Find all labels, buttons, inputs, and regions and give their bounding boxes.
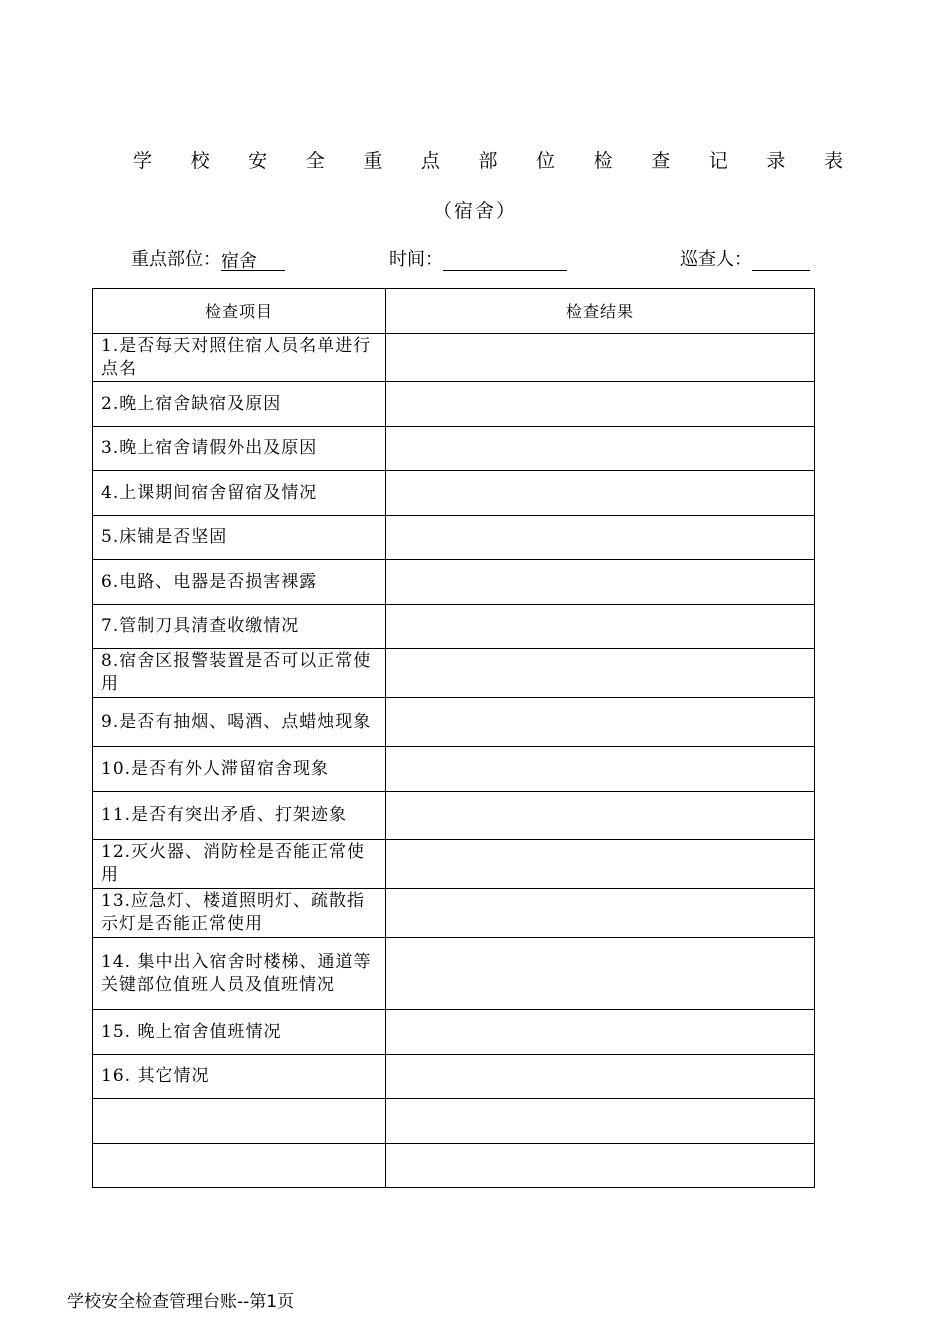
table-row — [93, 698, 815, 747]
result-cell[interactable] — [386, 698, 815, 747]
result-cell[interactable] — [386, 471, 815, 516]
header-item: 检查项目 — [93, 289, 386, 334]
inspection-table — [92, 288, 815, 1188]
location-field — [131, 245, 285, 271]
inspector-field — [680, 245, 810, 271]
item-cell: 1.是否每天对照住宿人员名单进行点名 — [93, 334, 386, 382]
item-cell: 12.灭火器、消防栓是否能正常使用 — [93, 840, 386, 889]
result-cell[interactable] — [386, 516, 815, 560]
document-title — [133, 146, 843, 173]
title-char: 校 — [190, 150, 210, 172]
table-row — [93, 560, 815, 605]
title-char: 位 — [536, 150, 556, 172]
result-cell[interactable] — [386, 1055, 815, 1099]
table-row — [93, 649, 815, 698]
item-cell: 8.宿舍区报警装置是否可以正常使用 — [93, 649, 386, 698]
result-cell[interactable] — [386, 1144, 815, 1188]
table-row — [93, 840, 815, 889]
item-cell: 10.是否有外人滞留宿舍现象 — [93, 747, 386, 792]
table-row — [93, 516, 815, 560]
title-char: 记 — [708, 150, 728, 172]
title-char: 检 — [593, 150, 613, 172]
table-row — [93, 1055, 815, 1099]
title-char: 查 — [651, 150, 671, 172]
time-field — [389, 245, 567, 271]
item-cell: 13.应急灯、楼道照明灯、疏散指示灯是否能正常使用 — [93, 889, 386, 938]
result-cell[interactable] — [386, 889, 815, 938]
result-cell[interactable] — [386, 560, 815, 605]
title-char: 表 — [823, 150, 843, 172]
title-char: 安 — [248, 150, 268, 172]
item-cell: 4.上课期间宿舍留宿及情况 — [93, 471, 386, 516]
item-cell: 2.晚上宿舍缺宿及原因 — [93, 382, 386, 427]
item-cell: 5.床铺是否坚固 — [93, 516, 386, 560]
result-cell[interactable] — [386, 792, 815, 840]
result-cell[interactable] — [386, 427, 815, 471]
table-row — [93, 605, 815, 649]
table-row — [93, 1144, 815, 1188]
document-subtitle: （宿舍） — [432, 200, 517, 222]
item-cell: 9.是否有抽烟、喝酒、点蜡烛现象 — [93, 698, 386, 747]
result-cell[interactable] — [386, 938, 815, 1010]
table-row — [93, 1010, 815, 1055]
item-cell: 14. 集中出入宿舍时楼梯、通道等关键部位值班人员及值班情况 — [93, 938, 386, 1010]
item-cell: 16. 其它情况 — [93, 1055, 386, 1099]
result-cell[interactable] — [386, 649, 815, 698]
item-cell: 3.晚上宿舍请假外出及原因 — [93, 427, 386, 471]
item-cell: 11.是否有突出矛盾、打架迹象 — [93, 792, 386, 840]
table-row — [93, 334, 815, 382]
title-char: 录 — [766, 150, 786, 172]
title-char: 点 — [420, 150, 440, 172]
location-value[interactable]: 宿舍 — [221, 247, 285, 271]
title-char: 部 — [478, 150, 498, 172]
table-row — [93, 1099, 815, 1144]
item-cell[interactable] — [93, 1144, 386, 1188]
inspector-value[interactable] — [752, 247, 810, 271]
time-value[interactable] — [443, 247, 567, 271]
title-char: 重 — [363, 150, 383, 172]
item-cell: 15. 晚上宿舍值班情况 — [93, 1010, 386, 1055]
table-row — [93, 792, 815, 840]
table-row — [93, 747, 815, 792]
table-row — [93, 889, 815, 938]
table-header-row — [93, 289, 815, 334]
page-footer: 学校安全检查管理台账--第1页 — [67, 1292, 295, 1312]
header-result: 检查结果 — [386, 289, 815, 334]
result-cell[interactable] — [386, 382, 815, 427]
inspector-label: 巡查人： — [680, 249, 752, 270]
table-row — [93, 382, 815, 427]
title-char: 学 — [133, 150, 153, 172]
title-char: 全 — [305, 150, 325, 172]
result-cell[interactable] — [386, 605, 815, 649]
result-cell[interactable] — [386, 334, 815, 382]
result-cell[interactable] — [386, 747, 815, 792]
location-label: 重点部位： — [131, 249, 221, 270]
result-cell[interactable] — [386, 1099, 815, 1144]
item-cell: 6.电路、电器是否损害裸露 — [93, 560, 386, 605]
result-cell[interactable] — [386, 1010, 815, 1055]
result-cell[interactable] — [386, 840, 815, 889]
table-row — [93, 471, 815, 516]
table-row — [93, 427, 815, 471]
table-row — [93, 938, 815, 1010]
item-cell: 7.管制刀具清查收缴情况 — [93, 605, 386, 649]
time-label: 时间： — [389, 249, 443, 270]
item-cell[interactable] — [93, 1099, 386, 1144]
